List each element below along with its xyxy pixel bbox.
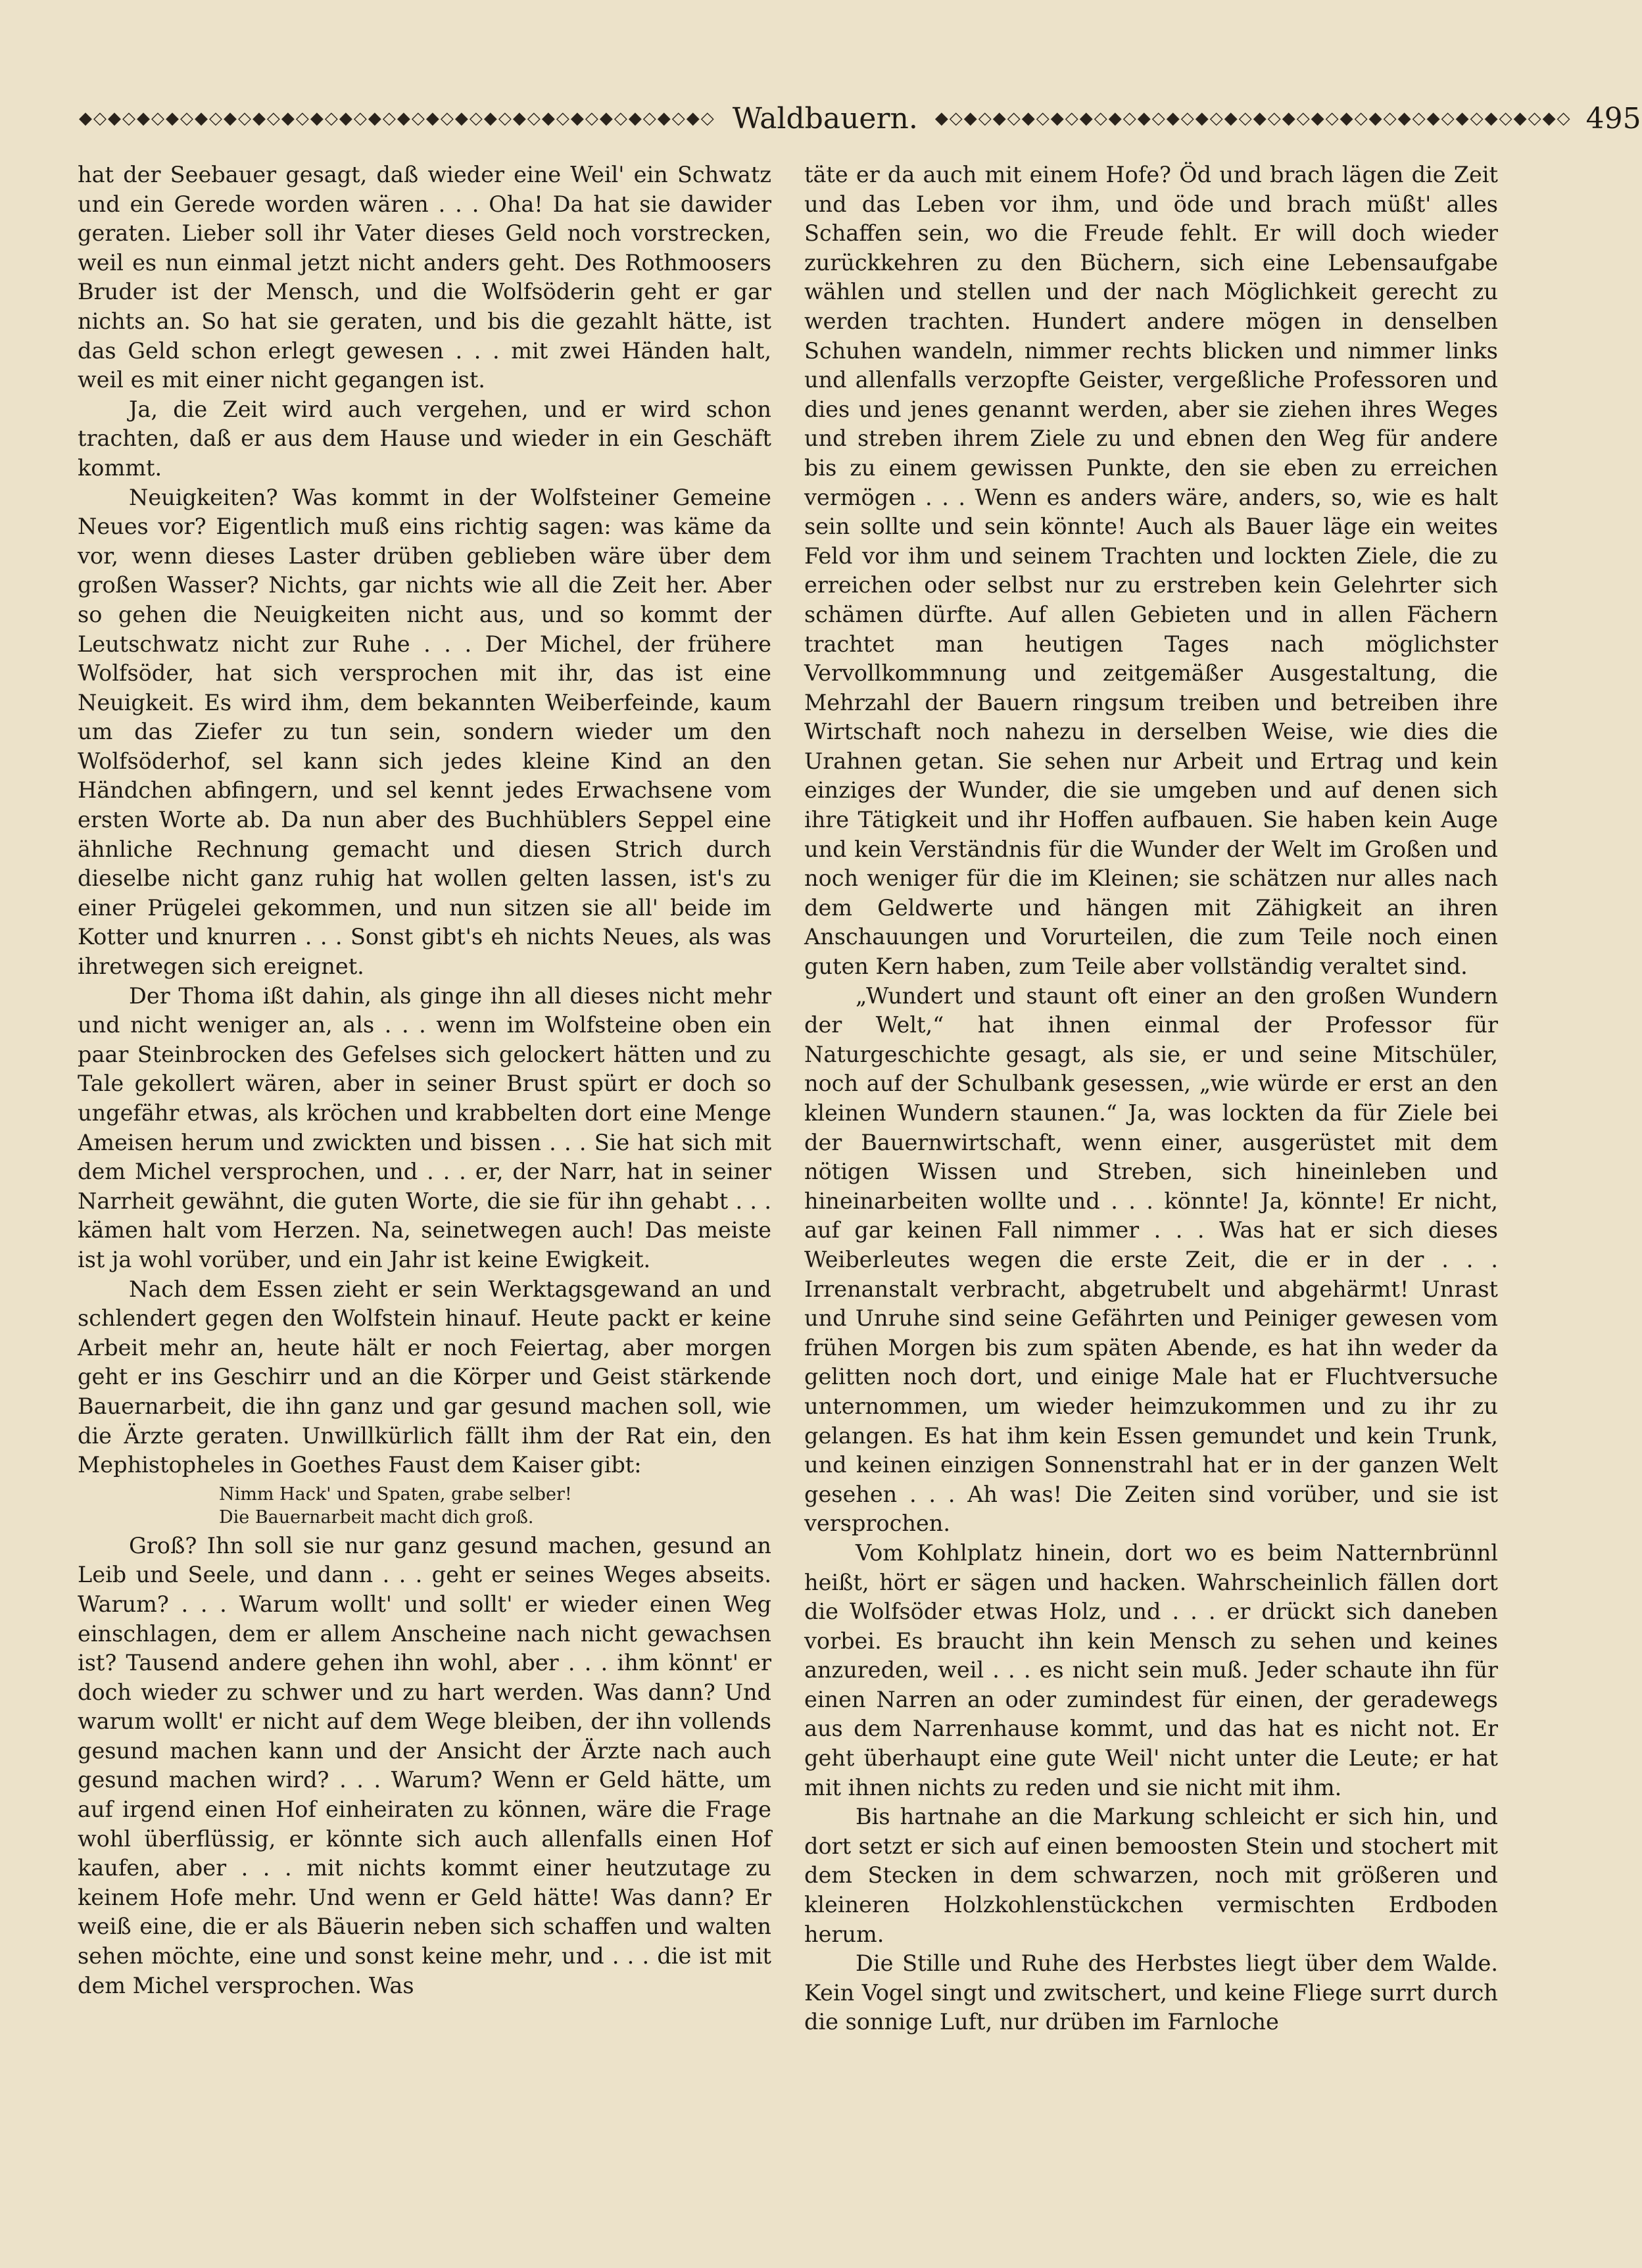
header-ornament-left: ◆◇◆◇◆◇◆◇◆◇◆◇◆◇◆◇◆◇◆◇◆◇◆◇◆◇◆◇◆◇◆◇◆◇◆◇◆◇◆◇◆◇◆◇ [79,109,715,128]
paragraph: Vom Kohlplatz hinein, dort wo es beim Natternbrünnl heißt, hört er sägen und hacken. Wahrscheinlich fällen dort die Wolfsöder etwas Holz, und . . . er drückt sich daneben vorbei. Es braucht ihn kein Mensch zu sehen und keines anzureden, weil . . . es nicht sein muß. Jeder schaute ihn für einen Narren an oder zumindest für einen, der geradewegs aus dem Narrenhause kommt, und das hat es nicht not. Er geht überhaupt eine gute Weil' nicht unter die Leute; er hat mit ihnen nichts zu reden und sie nicht mit ihm. [804,1539,1498,1800]
verse-line: Die Bauernarbeit macht dich groß. [219,1507,534,1528]
page-number: 495 [1585,101,1641,135]
paragraph: täte er da auch mit einem Hofe? Öd und brach lägen die Zeit und das Leben vor ihm, und öde und brach müßt' alles Schaffen sein, wo die Freude fehlt. Er will doch wieder zurückkehren zu den Büchern, sich eine Lebensaufgabe wählen und stellen und der nach Möglichkeit gerecht zu werden trachten. Hundert andere mögen in denselben Schuhen wandeln, nimmer rechts blicken und nimmer links und allenfalls verzopfte Geister, vergeßliche Professoren und dies und jenes genannt werden, aber sie ziehen ihres Weges und streben ihrem Ziele zu und ebnen den Weg für andere bis zu einem gewissen Punkte, den sie eben zu erreichen vermögen . . . Wenn es anders wäre, anders, so, wie es halt sein sollte und sein könnte! Auch als Bauer läge ein weites Feld vor ihm und seinem Trachten und lockten Ziele, die zu erreichen oder selbst nur zu erstreben kein Gelehrter sich schämen dürfte. Auf allen Gebieten und in allen Fächern trachtet man heutigen Tages nach möglichster Vervollkommnung und zeitgemäßer Ausgestaltung, die Mehrzahl der Bauern ringsum treiben und betreiben ihre Wirtschaft noch nahezu in derselben Weise, wie dies die Urahnen getan. Sie sehen nur Arbeit und Ertrag und kein einziges der Wunder, die sie umgeben und auf denen sich ihre Tätigkeit und ihr Hoffen aufbauen. Sie haben kein Auge und kein Verständnis für die Wunder der Welt im Großen und noch weniger für die im Kleinen; sie schätzen nur alles nach dem Geldwerte und hängen mit Zähigkeit an ihren Anschauungen und Vorurteilen, die zum Teile noch einen guten Kern haben, zum Teile aber vollständig veraltet sind. [804,162,1498,980]
running-title: Waldbauern. [732,101,918,135]
verse-quote [78,1480,771,1532]
right-column [804,160,1498,2133]
paragraph: „Wundert und staunt oft einer an den großen Wundern der Welt,“ hat ihnen einmal der Professor für Naturgeschichte gesagt, als sie, er und seine Mitschüler, noch auf der Schulbank gesessen, „wie würde er erst an den kleinen Wundern staunen.“ Ja, was lockten da für Ziele bei der Bauernwirtschaft, wenn einer, ausgerüstet mit dem nötigen Wissen und Streben, sich hineinleben und hineinarbeiten wollte und . . . könnte! Ja, könnte! Er nicht, auf gar keinen Fall nimmer . . . Was hat er sich dieses Weiberleutes wegen die erste Zeit, die er in der . . . Irrenanstalt verbracht, abgetrubelt und abgehärmt! Unrast und Unruhe sind seine Gefährten und Peiniger gewesen vom frühen Morgen bis zum späten Abende, es hat ihn weder da gelitten noch dort, und einige Male hat er Fluchtversuche unternommen, um wieder heimzukommen und zu ihr zu gelangen. Es hat ihm kein Essen gemundet und kein Trunk, und keinen einzigen Sonnenstrahl hat er in der ganzen Welt gesehen . . . Ah was! Die Zeiten sind vorüber, und sie ist versprochen. [804,982,1498,1537]
paragraph: Nach dem Essen zieht er sein Werktagsgewand an und schlendert gegen den Wolfstein hinauf. Heute packt er keine Arbeit mehr an, heute hält er noch Feiertag, aber morgen geht er ins Geschirr und an die Körper und Geist stärkende Bauernarbeit, die ihn ganz und gar gesund machen soll, wie die Ärzte geraten. Unwillkürlich fällt ihm der Rat ein, den Mephistopheles in Goethes Faust dem Kaiser gibt: [78,1276,771,1478]
paragraph: Neuigkeiten? Was kommt in der Wolfsteiner Gemeine Neues vor? Eigentlich muß eins richtig sagen: was käme da vor, wenn dieses Laster drüben geblieben wäre über dem großen Wasser? Nichts, gar nichts wie all die Zeit her. Aber so gehen die Neuigkeiten nicht aus, und so kommt der Leutschwatz nicht zur Ruhe . . . Der Michel, der frühere Wolfsöder, hat sich versprochen mit ihr, das ist eine Neuigkeit. Es wird ihm, dem bekannten Weiberfeinde, kaum um das Ziefer zu tun sein, sondern wieder um den Wolfsöderhof, sel kann sich jedes kleine Kind an den Händchen abfingern, und sel kennt jedes Erwachsene vom ersten Worte ab. Da nun aber des Buchhüblers Seppel eine ähnliche Rechnung gemacht und diesen Strich durch dieselbe nicht ganz ruhig hat wollen gelten lassen, ist's zu einer Prügelei gekommen, und nun sitzen sie all' beide im Kotter und knurren . . . Sonst gibt's eh nichts Neues, als was ihretwegen sich ereignet. [78,484,771,980]
paragraph: Bis hartnahe an die Markung schleicht er sich hin, und dort setzt er sich auf einen bemoosten Stein und stochert mit dem Stecken in dem schwarzen, noch mit größeren und kleineren Holzkohlenstückchen vermischten Erdboden herum. [804,1804,1498,1947]
paragraph: hat der Seebauer gesagt, daß wieder eine Weil' ein Schwatz und ein Gerede worden wären . . . Oha! Da hat sie dawider geraten. Lieber soll ihr Vater dieses Geld noch vorstrecken, weil es nun einmal jetzt nicht anders geht. Des Rothmoosers Bruder ist der Mensch, und die Wolfsöderin geht er gar nichts an. So hat sie geraten, und bis die gezahlt hätte, ist das Geld schon erlegt gewesen . . . mit zwei Händen halt, weil es mit einer nicht gegangen ist. [78,162,771,393]
paragraph: Der Thoma ißt dahin, als ginge ihn all dieses nicht mehr und nicht weniger an, als . . . wenn im Wolfsteine oben ein paar Steinbrocken des Gefelses sich gelockert hätten und zu Tale gekollert wären, aber in seiner Brust spürt er doch so ungefähr etwas, als kröchen und krabbelten dort eine Menge Ameisen herum und zwickten und bissen . . . Sie hat sich mit dem Michel versprochen, und . . . er, der Narr, hat in seiner Narrheit gewähnt, die guten Worte, die sie für ihn gehabt . . . kämen halt vom Herzen. Na, seinetwegen auch! Das meiste ist ja wohl vorüber, und ein Jahr ist keine Ewigkeit. [78,982,771,1272]
paragraph: Die Stille und Ruhe des Herbstes liegt über dem Walde. Kein Vogel singt und zwitschert, und keine Fliege surrt durch die sonnige Luft, nur drüben im Farnloche [804,1950,1498,2035]
header-ornament-right: ◆◇◆◇◆◇◆◇◆◇◆◇◆◇◆◇◆◇◆◇◆◇◆◇◆◇◆◇◆◇◆◇◆◇◆◇◆◇◆◇◆◇◆◇ [934,109,1572,128]
left-column [78,160,771,2133]
running-header [79,99,1641,138]
paragraph: Ja, die Zeit wird auch vergehen, und er wird schon trachten, daß er aus dem Hause und wieder in ein Geschäft kommt. [78,396,771,481]
verse-line: Nimm Hack' und Spaten, grabe selber! [219,1484,572,1505]
paragraph: Groß? Ihn soll sie nur ganz gesund machen, gesund an Leib und Seele, und dann . . . geht er seines Weges abseits. Warum? . . . Warum wollt' und sollt' er wieder einen Weg einschlagen, dem er allem Anscheine nach nicht gewachsen ist? Tausend andere gehen ihn wohl, aber . . . ihm könnt' er doch wieder zu schwer und zu hart werden. Was dann? Und warum wollt' er nicht auf dem Wege bleiben, der ihn vollends gesund machen kann und der Ansicht der Ärzte nach auch gesund machen wird? . . . Warum? Wenn er Geld hätte, um auf irgend einen Hof einheiraten zu können, wäre die Frage wohl überflüssig, er könnte sich auch allenfalls einen Hof kaufen, aber . . . mit nichts kommt einer heutzutage zu keinem Hofe mehr. Und wenn er Geld hätte! Was dann? Er weiß eine, die er als Bäuerin neben sich schaffen und walten sehen möchte, eine und sonst keine mehr, und . . . die ist mit dem Michel versprochen. Was [78,1532,771,1998]
